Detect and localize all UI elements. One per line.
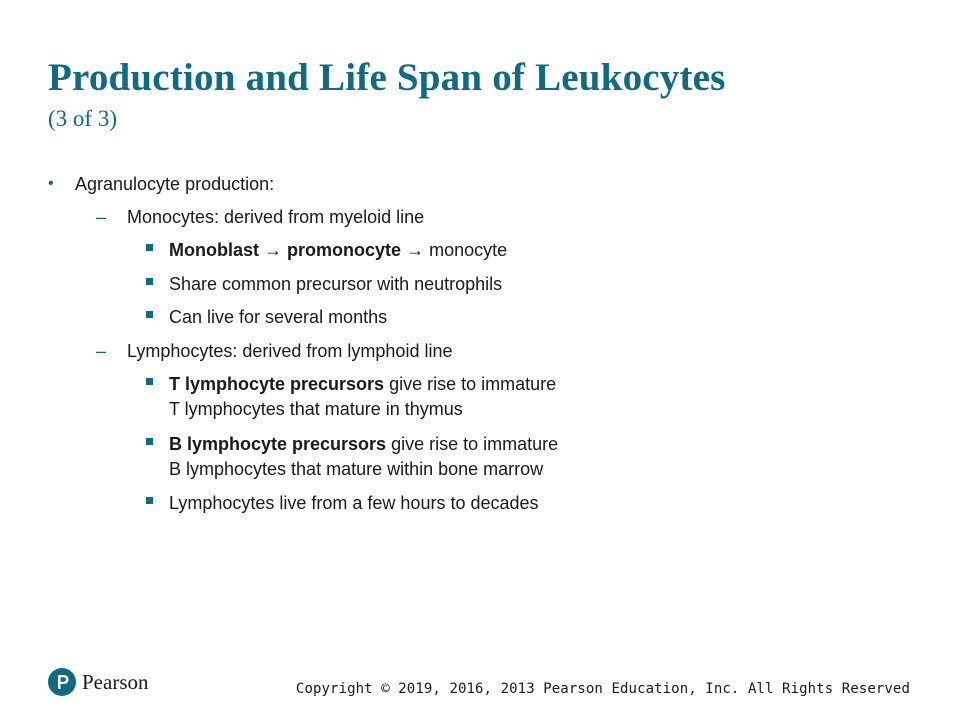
dash-icon: – <box>96 341 107 361</box>
square-bullet-icon <box>146 438 153 445</box>
square-bullet-icon <box>146 278 153 285</box>
t-lymphocyte-line1 <box>169 372 556 396</box>
lymphocyte-lifespan-note: Lymphocytes live from a few hours to decades <box>169 493 539 513</box>
monoblast-term: Monoblast <box>169 240 259 260</box>
dash-icon: – <box>96 207 107 227</box>
b-lymphocyte-line1 <box>169 432 558 456</box>
square-bullet-icon <box>146 311 153 318</box>
promonocyte-term: promonocyte <box>287 240 402 260</box>
pearson-logo <box>48 668 149 696</box>
b-lymphocyte-rest: give rise to immature <box>386 434 559 454</box>
square-bullet-icon <box>146 497 153 504</box>
slide-title: Production and Life Span of Leukocytes <box>48 56 726 99</box>
t-lymphocyte-term: T lymphocyte precursors <box>169 374 385 394</box>
t-lymphocyte-line2: T lymphocytes that mature in thymus <box>169 399 463 419</box>
slide-subtitle: (3 of 3) <box>48 106 117 131</box>
copyright-notice: Copyright © 2019, 2016, 2013 Pearson Education, Inc. All Rights Reserved <box>295 681 910 697</box>
monocyte-lineage <box>169 238 507 262</box>
monocyte-precursor-note: Share common precursor with neutrophils <box>169 274 503 294</box>
monocyte-term: monocyte <box>429 240 508 260</box>
square-bullet-icon <box>146 244 153 251</box>
t-lymphocyte-rest: give rise to immature <box>384 374 557 394</box>
bullet-dot-icon: • <box>48 175 54 192</box>
pearson-p-icon <box>48 668 76 696</box>
square-bullet-icon <box>146 378 153 385</box>
pearson-wordmark: Pearson <box>82 669 149 694</box>
arrow-right-icon: → <box>406 240 425 260</box>
lymphocytes-heading: Lymphocytes: derived from lymphoid line <box>127 341 453 361</box>
bullet-agranulocyte-production: Agranulocyte production: <box>75 174 275 194</box>
arrow-right-icon: → <box>264 240 283 260</box>
monocytes-heading: Monocytes: derived from myeloid line <box>127 207 425 227</box>
b-lymphocyte-line2: B lymphocytes that mature within bone marrow <box>169 459 544 479</box>
b-lymphocyte-term: B lymphocyte precursors <box>169 434 387 454</box>
monocyte-lifespan-note: Can live for several months <box>169 307 388 327</box>
